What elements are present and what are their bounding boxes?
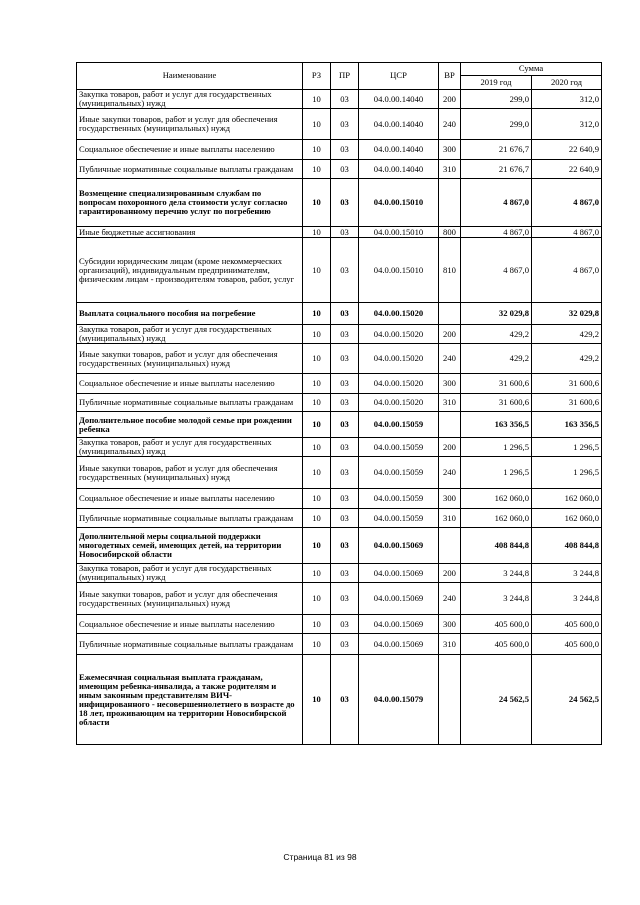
row-csr: 04.0.00.14040	[359, 160, 439, 179]
row-rz: 10	[303, 412, 331, 438]
row-csr: 04.0.00.15079	[359, 655, 439, 745]
row-sum-2019: 1 296,5	[461, 438, 532, 457]
row-csr: 04.0.00.15069	[359, 528, 439, 564]
row-sum-2019: 4 867,0	[461, 227, 532, 238]
row-sum-2020: 4 867,0	[532, 179, 602, 227]
row-csr: 04.0.00.15059	[359, 412, 439, 438]
header-pr: ПР	[331, 63, 359, 90]
row-vr: 300	[439, 374, 461, 394]
row-csr: 04.0.00.15010	[359, 238, 439, 303]
table-row	[77, 412, 602, 438]
row-sum-2020: 3 244,8	[532, 564, 602, 583]
table-row	[77, 227, 602, 238]
row-name: Закупка товаров, работ и услуг для государственных (муниципальных) нужд	[77, 90, 303, 109]
header-csr: ЦСР	[359, 63, 439, 90]
row-rz: 10	[303, 564, 331, 583]
row-vr	[439, 303, 461, 325]
row-sum-2020: 31 600,6	[532, 394, 602, 412]
row-pr: 03	[331, 438, 359, 457]
row-vr: 310	[439, 394, 461, 412]
row-csr: 04.0.00.15069	[359, 583, 439, 615]
row-pr: 03	[331, 394, 359, 412]
row-rz: 10	[303, 179, 331, 227]
row-sum-2019: 24 562,5	[461, 655, 532, 745]
row-name: Публичные нормативные социальные выплаты гражданам	[77, 160, 303, 179]
row-csr: 04.0.00.15059	[359, 509, 439, 528]
row-sum-2020: 3 244,8	[532, 583, 602, 615]
table-row	[77, 438, 602, 457]
table-row	[77, 634, 602, 655]
row-name: Закупка товаров, работ и услуг для государственных (муниципальных) нужд	[77, 438, 303, 457]
row-pr: 03	[331, 412, 359, 438]
row-sum-2019: 1 296,5	[461, 457, 532, 489]
row-name: Иные закупки товаров, работ и услуг для обеспечения государственных (муниципальных) нужд	[77, 583, 303, 615]
row-sum-2020: 1 296,5	[532, 438, 602, 457]
row-sum-2020: 31 600,6	[532, 374, 602, 394]
table-row	[77, 140, 602, 160]
row-sum-2019: 21 676,7	[461, 160, 532, 179]
row-sum-2020: 312,0	[532, 109, 602, 140]
row-pr: 03	[331, 374, 359, 394]
row-name: Дополнительной меры социальной поддержки многодетных семей, имеющих детей, на территории Новосибирской области	[77, 528, 303, 564]
row-vr	[439, 528, 461, 564]
row-sum-2019: 408 844,8	[461, 528, 532, 564]
row-name: Социальное обеспечение и иные выплаты населению	[77, 374, 303, 394]
row-sum-2020: 4 867,0	[532, 238, 602, 303]
row-rz: 10	[303, 394, 331, 412]
row-sum-2020: 4 867,0	[532, 227, 602, 238]
row-csr: 04.0.00.15059	[359, 457, 439, 489]
row-sum-2019: 32 029,8	[461, 303, 532, 325]
row-sum-2019: 162 060,0	[461, 489, 532, 509]
row-csr: 04.0.00.15069	[359, 615, 439, 634]
row-pr: 03	[331, 615, 359, 634]
row-name: Публичные нормативные социальные выплаты гражданам	[77, 634, 303, 655]
row-vr: 240	[439, 344, 461, 374]
row-vr: 200	[439, 438, 461, 457]
row-csr: 04.0.00.14040	[359, 90, 439, 109]
table-row	[77, 615, 602, 634]
row-rz: 10	[303, 374, 331, 394]
table-row	[77, 509, 602, 528]
row-csr: 04.0.00.15020	[359, 394, 439, 412]
row-sum-2019: 21 676,7	[461, 140, 532, 160]
row-rz: 10	[303, 160, 331, 179]
row-sum-2020: 405 600,0	[532, 615, 602, 634]
row-rz: 10	[303, 655, 331, 745]
row-vr: 240	[439, 583, 461, 615]
row-csr: 04.0.00.15059	[359, 438, 439, 457]
table-row	[77, 374, 602, 394]
header-2019: 2019 год	[461, 76, 532, 90]
row-name: Иные бюджетные ассигнования	[77, 227, 303, 238]
row-pr: 03	[331, 238, 359, 303]
row-sum-2020: 312,0	[532, 90, 602, 109]
row-name: Иные закупки товаров, работ и услуг для обеспечения государственных (муниципальных) нужд	[77, 457, 303, 489]
row-vr	[439, 179, 461, 227]
row-pr: 03	[331, 303, 359, 325]
row-sum-2020: 32 029,8	[532, 303, 602, 325]
row-pr: 03	[331, 325, 359, 344]
row-sum-2019: 299,0	[461, 109, 532, 140]
row-sum-2020: 429,2	[532, 344, 602, 374]
row-pr: 03	[331, 90, 359, 109]
budget-table	[76, 62, 602, 745]
row-sum-2019: 3 244,8	[461, 564, 532, 583]
row-sum-2019: 405 600,0	[461, 615, 532, 634]
row-sum-2020: 1 296,5	[532, 457, 602, 489]
row-rz: 10	[303, 489, 331, 509]
row-sum-2020: 22 640,9	[532, 160, 602, 179]
row-sum-2019: 429,2	[461, 325, 532, 344]
row-csr: 04.0.00.14040	[359, 140, 439, 160]
row-csr: 04.0.00.15069	[359, 564, 439, 583]
row-sum-2019: 31 600,6	[461, 374, 532, 394]
row-rz: 10	[303, 227, 331, 238]
row-vr: 200	[439, 325, 461, 344]
row-sum-2020: 22 640,9	[532, 140, 602, 160]
row-name: Социальное обеспечение и иные выплаты населению	[77, 140, 303, 160]
table-row	[77, 109, 602, 140]
row-sum-2020: 405 600,0	[532, 634, 602, 655]
row-name: Дополнительное пособие молодой семье при рождении ребенка	[77, 412, 303, 438]
row-name: Иные закупки товаров, работ и услуг для обеспечения государственных (муниципальных) нужд	[77, 109, 303, 140]
row-vr: 200	[439, 564, 461, 583]
row-csr: 04.0.00.14040	[359, 109, 439, 140]
row-csr: 04.0.00.15020	[359, 303, 439, 325]
row-rz: 10	[303, 140, 331, 160]
row-pr: 03	[331, 564, 359, 583]
row-pr: 03	[331, 509, 359, 528]
row-rz: 10	[303, 325, 331, 344]
row-pr: 03	[331, 179, 359, 227]
row-rz: 10	[303, 109, 331, 140]
row-rz: 10	[303, 509, 331, 528]
row-csr: 04.0.00.15010	[359, 227, 439, 238]
row-name: Закупка товаров, работ и услуг для государственных (муниципальных) нужд	[77, 564, 303, 583]
table-row	[77, 489, 602, 509]
table-row	[77, 457, 602, 489]
row-rz: 10	[303, 90, 331, 109]
table-row	[77, 344, 602, 374]
row-sum-2019: 3 244,8	[461, 583, 532, 615]
row-rz: 10	[303, 457, 331, 489]
table-row	[77, 394, 602, 412]
row-sum-2019: 162 060,0	[461, 509, 532, 528]
page-footer: Страница 81 из 98	[283, 852, 357, 862]
row-csr: 04.0.00.15020	[359, 344, 439, 374]
row-sum-2019: 4 867,0	[461, 238, 532, 303]
row-pr: 03	[331, 457, 359, 489]
row-name: Иные закупки товаров, работ и услуг для обеспечения государственных (муниципальных) нужд	[77, 344, 303, 374]
row-pr: 03	[331, 583, 359, 615]
table-row	[77, 528, 602, 564]
row-pr: 03	[331, 489, 359, 509]
row-vr: 310	[439, 634, 461, 655]
row-sum-2019: 163 356,5	[461, 412, 532, 438]
row-sum-2019: 4 867,0	[461, 179, 532, 227]
row-sum-2019: 31 600,6	[461, 394, 532, 412]
row-name: Возмещение специализированным службам по вопросам похоронного дела стоимости услуг согласно гарантированному перечню услуг по погребению	[77, 179, 303, 227]
row-name: Ежемесячная социальная выплата гражданам, имеющим ребенка-инвалида, а также родителям и иным законным представителям ВИЧ-инфицированного - несовершеннолетнего в возрасте до 18 лет, проживающим на территории Новосибирской области	[77, 655, 303, 745]
row-vr: 200	[439, 90, 461, 109]
row-vr	[439, 412, 461, 438]
row-name: Субсидии юридическим лицам (кроме некоммерческих организаций), индивидуальным предпринимателям, физическим лицам - производителям товаров, работ, услуг	[77, 238, 303, 303]
row-vr: 300	[439, 489, 461, 509]
row-vr: 240	[439, 457, 461, 489]
row-pr: 03	[331, 140, 359, 160]
row-pr: 03	[331, 109, 359, 140]
row-sum-2019: 405 600,0	[461, 634, 532, 655]
row-sum-2020: 163 356,5	[532, 412, 602, 438]
row-vr: 310	[439, 509, 461, 528]
row-rz: 10	[303, 615, 331, 634]
row-rz: 10	[303, 344, 331, 374]
row-csr: 04.0.00.15020	[359, 374, 439, 394]
header-rz: РЗ	[303, 63, 331, 90]
row-name: Социальное обеспечение и иные выплаты населению	[77, 615, 303, 634]
row-rz: 10	[303, 528, 331, 564]
table-row	[77, 90, 602, 109]
row-name: Закупка товаров, работ и услуг для государственных (муниципальных) нужд	[77, 325, 303, 344]
table-row	[77, 583, 602, 615]
header-sum: Сумма	[461, 63, 602, 76]
row-csr: 04.0.00.15059	[359, 489, 439, 509]
header-vr: ВР	[439, 63, 461, 90]
row-csr: 04.0.00.15020	[359, 325, 439, 344]
row-rz: 10	[303, 238, 331, 303]
row-name: Публичные нормативные социальные выплаты гражданам	[77, 509, 303, 528]
row-vr	[439, 655, 461, 745]
header-name: Наименование	[77, 63, 303, 90]
row-pr: 03	[331, 655, 359, 745]
header-2020: 2020 год	[532, 76, 602, 90]
row-pr: 03	[331, 227, 359, 238]
row-sum-2020: 24 562,5	[532, 655, 602, 745]
row-rz: 10	[303, 634, 331, 655]
table-row	[77, 160, 602, 179]
row-sum-2020: 162 060,0	[532, 509, 602, 528]
table-row	[77, 655, 602, 745]
row-name: Публичные нормативные социальные выплаты гражданам	[77, 394, 303, 412]
row-rz: 10	[303, 438, 331, 457]
row-sum-2020: 408 844,8	[532, 528, 602, 564]
row-vr: 800	[439, 227, 461, 238]
row-vr: 300	[439, 140, 461, 160]
table-row	[77, 303, 602, 325]
row-vr: 310	[439, 160, 461, 179]
row-rz: 10	[303, 303, 331, 325]
row-sum-2019: 299,0	[461, 90, 532, 109]
row-pr: 03	[331, 634, 359, 655]
row-name: Социальное обеспечение и иные выплаты населению	[77, 489, 303, 509]
row-pr: 03	[331, 528, 359, 564]
row-rz: 10	[303, 583, 331, 615]
table-row	[77, 325, 602, 344]
row-pr: 03	[331, 344, 359, 374]
row-sum-2020: 162 060,0	[532, 489, 602, 509]
row-sum-2019: 429,2	[461, 344, 532, 374]
row-vr: 240	[439, 109, 461, 140]
row-csr: 04.0.00.15010	[359, 179, 439, 227]
table-row	[77, 238, 602, 303]
row-sum-2020: 429,2	[532, 325, 602, 344]
row-vr: 810	[439, 238, 461, 303]
row-csr: 04.0.00.15069	[359, 634, 439, 655]
table-row	[77, 564, 602, 583]
row-vr: 300	[439, 615, 461, 634]
table-body	[77, 90, 602, 745]
row-name: Выплата социального пособия на погребение	[77, 303, 303, 325]
table-row	[77, 179, 602, 227]
row-pr: 03	[331, 160, 359, 179]
